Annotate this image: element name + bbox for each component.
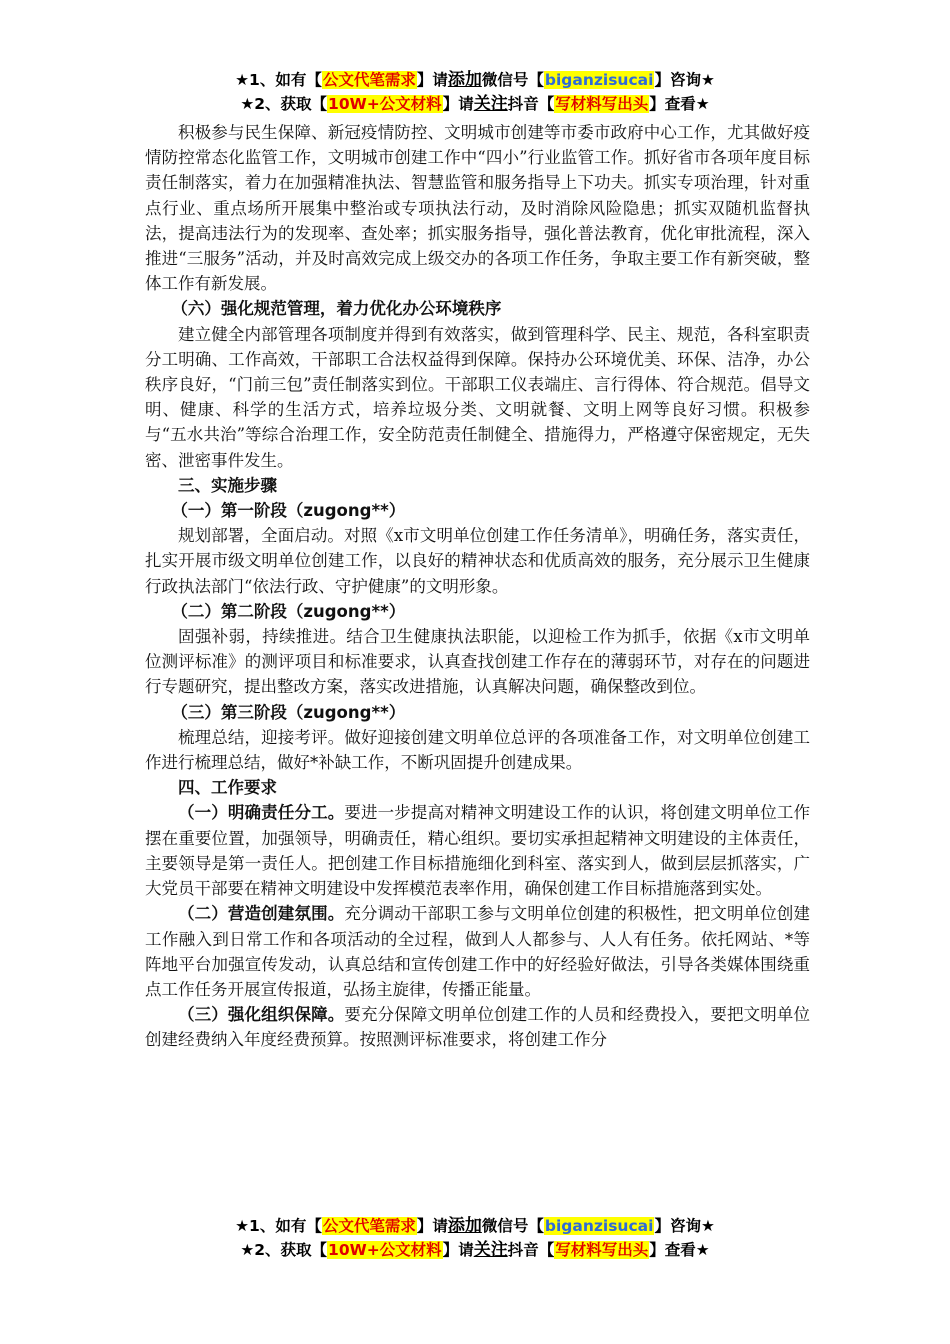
- banner-text: 】请: [442, 1241, 474, 1259]
- paragraph: 积极参与民生保障、新冠疫情防控、文明城市创建等市委市政府中心工作，尤其做好疫情防控常态化监管工作，文明城市创建工作中“四小”行业监管工作。抓好省市各项年度目标责任制落实，着力在加强精准执法、智慧监管和服务指导上下功夫。抓实专项治理，针对重点行业、重点场所开展集中整治或专项执法行动，及时消除风险隐患；抓实双随机监督执法，提高违法行为的发现率、查处率；抓实服务指导，强化普法教育，优化审批流程，深入推进“三服务”活动，并及时高效完成上级交办的各项工作任务，争取主要工作有新突破，整体工作有新发展。: [145, 123, 810, 294]
- section-heading: 三、实施步骤: [178, 475, 277, 495]
- banner-text: 微信号【: [481, 71, 544, 89]
- banner-text: ★2、获取【: [240, 95, 328, 113]
- banner-text: 抖音【: [507, 95, 555, 113]
- highlight-wechat-id: biganzisucai: [544, 1217, 654, 1235]
- banner-text: 】查看★: [649, 95, 710, 113]
- stage-heading: （三）第三阶段（zugong**）: [171, 702, 406, 722]
- banner-line-2: [0, 1238, 950, 1262]
- requirement-paragraph: [145, 800, 810, 901]
- banner-text: 】请: [442, 95, 474, 113]
- highlight-douyin-account: 写材料写出头: [555, 95, 649, 113]
- requirement-paragraph: [145, 901, 810, 1002]
- banner-text: 微信号【: [481, 1217, 544, 1235]
- banner-emphasis: 添加: [447, 70, 482, 90]
- banner-text: ★2、获取【: [240, 1241, 328, 1259]
- stage-heading: （一）第一阶段（zugong**）: [171, 501, 406, 521]
- requirement-text: 要进一步提高对精神文明建设工作的认识，将创建文明单位工作摆在重要位置，加强领导，明确责任，精心组织。要切实承担起精神文明建设的主体责任，主要领导是第一责任人。把创建工作目标措施细化到科室、落实到人，做到层层抓落实，广大党员干部要在精神文明建设中发挥模范表率作用，确保创建工作目标措施落到实处。: [145, 803, 811, 899]
- subheading: （六）强化规范管理，着力优化办公环境秩序: [171, 299, 502, 319]
- banner-emphasis: 关注: [473, 1240, 508, 1260]
- highlight-douyin-account: 写材料写出头: [555, 1241, 649, 1259]
- section-heading: 四、工作要求: [178, 778, 277, 798]
- banner-text: 】咨询★: [654, 71, 715, 89]
- requirement-text: 要充分保障文明单位创建工作的人员和经费投入，要把文明单位创建经费纳入年度经费预算。按照测评标准要求，将创建工作分: [145, 1005, 811, 1050]
- paragraph: 固强补弱，持续推进。结合卫生健康执法职能，以迎检工作为抓手，依据《x市文明单位测评标准》的测评项目和标准要求，认真查找创建工作存在的薄弱环节，对存在的问题进行专题研究，提出整改方案，落实改进措施，认真解决问题，确保整改到位。: [145, 627, 810, 697]
- requirement-lead: （二）营造创建氛围。: [178, 904, 345, 924]
- stage-heading: （二）第二阶段（zugong**）: [171, 601, 406, 621]
- banner-text: 抖音【: [507, 1241, 555, 1259]
- banner-emphasis: 关注: [473, 94, 508, 114]
- banner-text: 】请: [416, 71, 448, 89]
- highlight-service: 公文代笔需求: [322, 71, 416, 89]
- requirement-lead: （一）明确责任分工。: [178, 803, 345, 823]
- requirement-text: 充分调动干部职工参与文明单位创建的积极性，把文明单位创建工作融入到日常工作和各项活动的全过程，做到人人都参与、人人有任务。依托网站、*等阵地平台加强宣传发动，认真总结和宣传创建工作中的好经验好做法，引导各类媒体围绕重点工作任务开展宣传报道，弘扬主旋律，传播正能量。: [145, 904, 811, 999]
- top-banner: [0, 68, 950, 116]
- banner-line-1: [0, 1214, 950, 1238]
- bottom-banner: [0, 1214, 950, 1262]
- highlight-materials: 10W+公文材料: [328, 95, 442, 113]
- banner-text: 】咨询★: [654, 1217, 715, 1235]
- document-body: [145, 120, 810, 1053]
- paragraph: 建立健全内部管理各项制度并得到有效落实，做到管理科学、民主、规范，各科室职责分工明确、工作高效，干部职工合法权益得到保障。保持办公环境优美、环保、洁净，办公秩序良好，“门前三包”责任制落实到位。干部职工仪表端庄、言行得体、符合规范。倡导文明、健康、科学的生活方式，培养垃圾分类、文明就餐、文明上网等良好习惯。积极参与“五水共治”等综合治理工作，安全防范责任制健全、措施得力，严格遵守保密规定，无失密、泄密事件发生。: [145, 324, 810, 470]
- banner-emphasis: 添加: [447, 1216, 482, 1236]
- requirement-paragraph: [145, 1002, 810, 1052]
- highlight-wechat-id: biganzisucai: [544, 71, 654, 89]
- paragraph: 梳理总结，迎接考评。做好迎接创建文明单位总评的各项准备工作，对文明单位创建工作进行梳理总结，做好*补缺工作，不断巩固提升创建成果。: [145, 727, 810, 773]
- banner-text: ★1、如有【: [235, 71, 322, 89]
- banner-line-1: [0, 68, 950, 92]
- highlight-materials: 10W+公文材料: [328, 1241, 442, 1259]
- paragraph: 规划部署，全面启动。对照《x市文明单位创建工作任务清单》，明确任务，落实责任，扎实开展市级文明单位创建工作，以良好的精神状态和优质高效的服务，充分展示卫生健康行政执法部门“依法行政、守护健康”的文明形象。: [145, 526, 810, 596]
- banner-text: ★1、如有【: [235, 1217, 322, 1235]
- banner-line-2: [0, 92, 950, 116]
- requirement-lead: （三）强化组织保障。: [178, 1005, 345, 1025]
- banner-text: 】查看★: [649, 1241, 710, 1259]
- banner-text: 】请: [416, 1217, 448, 1235]
- highlight-service: 公文代笔需求: [322, 1217, 416, 1235]
